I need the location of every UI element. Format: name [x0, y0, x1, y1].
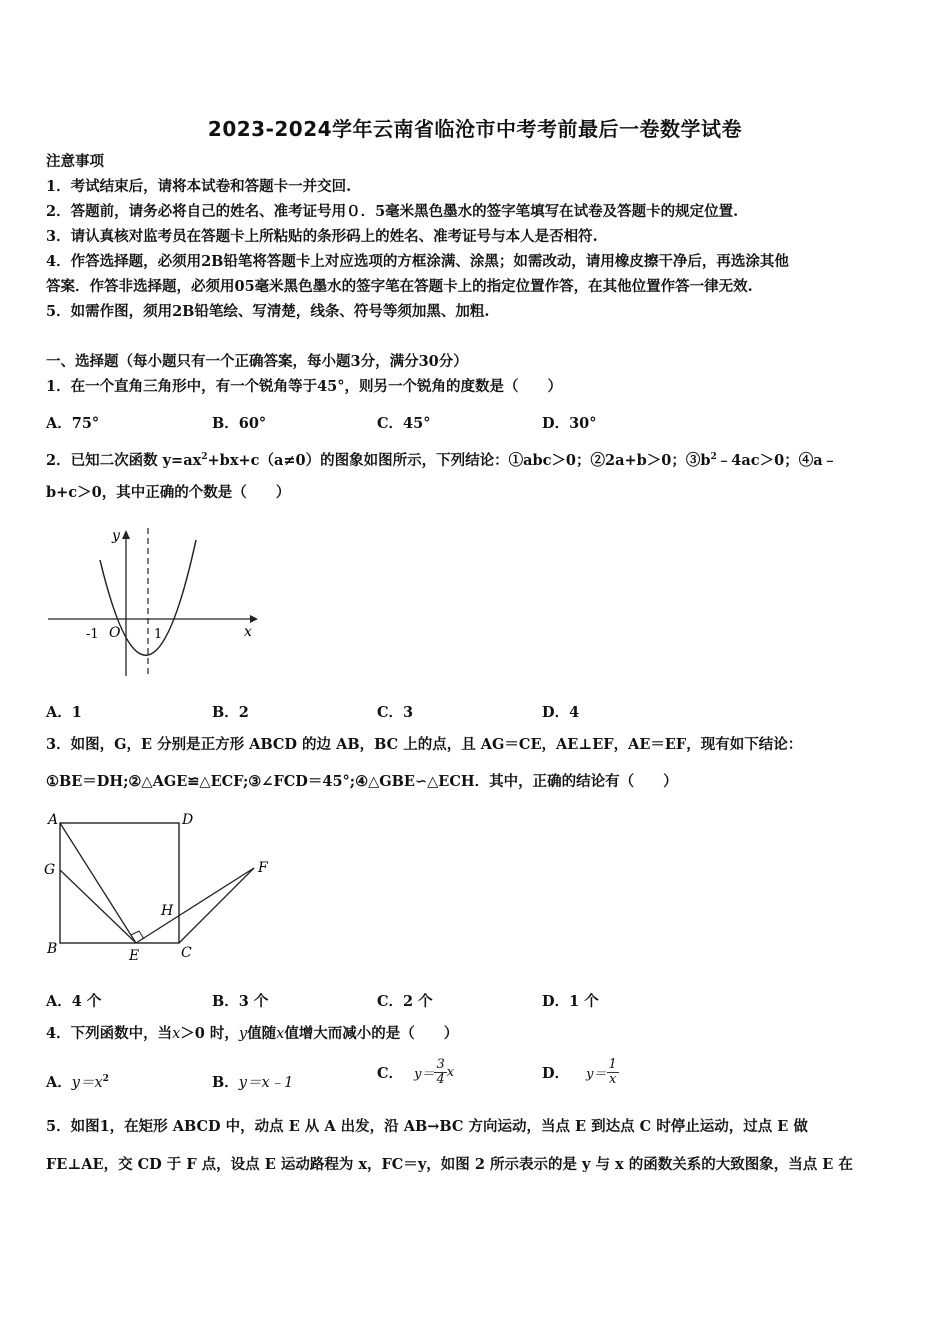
q4-stem-b: ＞0 时，: [180, 1025, 239, 1042]
x-label: x: [244, 624, 252, 640]
q4-option-b-label: B．: [212, 1074, 239, 1091]
origin-label: O: [109, 625, 121, 641]
q4-option-c: [377, 1058, 454, 1087]
q2-stem-part-a: 2．已知二次函数 y=ax: [46, 451, 202, 469]
label-g: G: [44, 862, 56, 878]
notice-item-2: 2．答题前，请务必将自己的姓名、准考证号用０．5毫米黑色墨水的签字笔填写在试卷及答题卡的规定位置.: [46, 203, 739, 220]
q4-option-b: [212, 1071, 293, 1092]
label-h: H: [161, 903, 174, 919]
q3-option-d: D．1 个: [542, 993, 599, 1010]
q2-option-c: C．3: [377, 704, 414, 721]
segment-cf: [179, 868, 254, 943]
q4-option-a-expr: y＝x: [71, 1075, 103, 1091]
q4-option-d: [542, 1058, 619, 1087]
q3-option-b: B．3 个: [212, 993, 269, 1010]
q4-option-c-y: y＝: [414, 1067, 435, 1082]
q1-option-b: B．60°: [212, 415, 267, 432]
q2-stem-line2: b+c＞0，其中正确的个数是（ ）: [46, 484, 291, 501]
tick-neg1-label: -1: [86, 627, 99, 642]
x-axis-arrow: [250, 615, 258, 623]
segment-ge: [60, 870, 136, 943]
q4-option-d-denominator: x: [608, 1072, 617, 1087]
q2-stem-line1: [46, 447, 837, 471]
q5-stem-line1: 5．如图1，在矩形 ABCD 中，动点 E 从 A 出发，沿 AB→BC 方向运动，当点 E 到达点 C 时停止运动，过点 E 做: [46, 1118, 808, 1135]
q4-option-d-fraction: [607, 1058, 619, 1087]
label-f: F: [258, 860, 268, 876]
q1-option-a: A．75°: [46, 415, 100, 432]
q2-option-b: B．2: [212, 704, 249, 721]
q4-option-c-denominator: 4: [436, 1072, 445, 1087]
q2-stem-part-c: ﹣4ac＞0；④a﹣: [716, 451, 838, 469]
q3-square-figure: [40, 808, 280, 968]
notice-heading: 注意事项: [46, 153, 104, 170]
y-axis-arrow: [122, 530, 130, 539]
q4-option-d-label: D．: [542, 1065, 570, 1082]
notice-item-4: 4．作答选择题，必须用2B铅笔将答题卡上对应选项的方框涂满、涂黑；如需改动，请用橡皮擦干净后，再选涂其他: [46, 253, 789, 270]
q4-option-b-expr: y＝x﹣1: [238, 1075, 294, 1091]
q3-option-c: C．2 个: [377, 993, 433, 1010]
q1-stem: 1．在一个直角三角形中，有一个锐角等于45°，则另一个锐角的度数是（ ）: [46, 378, 563, 395]
q4-stem-x1: x: [172, 1026, 181, 1042]
q5-stem-line2: FE⊥AE，交 CD 于 F 点，设点 E 运动路程为 x，FC＝y，如图 2 所示表示的是 y 与 x 的函数关系的大致图象，当点 E 在: [46, 1156, 853, 1173]
q4-stem-a: 4．下列函数中，当: [46, 1025, 173, 1042]
q4-option-d-y: y＝: [586, 1067, 607, 1082]
section-heading: 一、选择题（每小题只有一个正确答案，每小题3分，满分30分）: [46, 353, 468, 370]
q4-option-c-x: x: [446, 1065, 455, 1080]
q3-stem-line1: 3．如图，G，E 分别是正方形 ABCD 的边 AB，BC 上的点，且 AG＝CE，AE⊥EF，AE＝EF，现有如下结论：: [46, 736, 803, 753]
q1-option-d: D．30°: [542, 415, 597, 432]
square-abcd: [60, 823, 179, 943]
q4-option-c-fraction: [434, 1058, 446, 1087]
q2-stem-part-b: +bx+c（a≠0）的图象如图所示，下列结论：①abc＞0；②2a+b＞0；③b: [207, 451, 711, 469]
notice-item-1: 1．考试结束后，请将本试卷和答题卡一并交回.: [46, 178, 352, 195]
tick-1-label: 1: [154, 627, 163, 642]
q4-option-a-sup: 2: [102, 1074, 109, 1085]
label-c: C: [181, 945, 192, 961]
q2-parabola-graph: [44, 520, 266, 680]
y-label: y: [112, 528, 120, 544]
label-a: A: [48, 812, 59, 828]
q2-option-d: D．4: [542, 704, 580, 721]
notice-item-4-cont: 答案．作答非选择题，必须用05毫米黑色墨水的签字笔在答题卡上的指定位置作答，在其他位置作答一律无效.: [46, 278, 753, 295]
q4-option-a-label: A．: [46, 1074, 72, 1091]
segment-ae: [60, 823, 136, 943]
label-e: E: [129, 948, 140, 964]
q4-option-d-numerator: 1: [608, 1057, 617, 1072]
q3-stem-line2: ①BE＝DH;②△AGE≌△ECF;③∠FCD＝45°;④△GBE∽△ECH．其中，正确的结论有（ ）: [46, 773, 678, 790]
page-title: 2023-2024学年云南省临沧市中考考前最后一卷数学试卷: [207, 117, 743, 141]
q4-stem-y: y: [238, 1026, 248, 1042]
q2-stem-sup-b: 2: [710, 452, 717, 462]
segment-ef: [136, 868, 254, 943]
q4-stem: [46, 1024, 458, 1044]
q4-option-c-label: C．: [377, 1065, 404, 1082]
q3-option-a: A．4 个: [46, 993, 102, 1010]
label-d: D: [182, 812, 194, 828]
label-b: B: [47, 941, 58, 957]
q4-stem-c: 值随: [247, 1025, 277, 1042]
q2-option-a: A．1: [46, 704, 82, 721]
notice-item-3: 3．请认真核对监考员在答题卡上所粘贴的条形码上的姓名、准考证号与本人是否相符.: [46, 228, 598, 245]
q1-option-c: C．45°: [377, 415, 431, 432]
q2-stem-sup-a: 2: [201, 452, 208, 462]
q4-stem-x2: x: [276, 1026, 285, 1042]
q4-option-a: [46, 1071, 109, 1092]
q4-stem-d: 值增大而减小的是（ ）: [284, 1025, 459, 1042]
q4-option-c-numerator: 3: [436, 1057, 445, 1072]
notice-item-5: 5．如需作图，须用2B铅笔绘、写清楚，线条、符号等须加黑、加粗.: [46, 303, 490, 320]
